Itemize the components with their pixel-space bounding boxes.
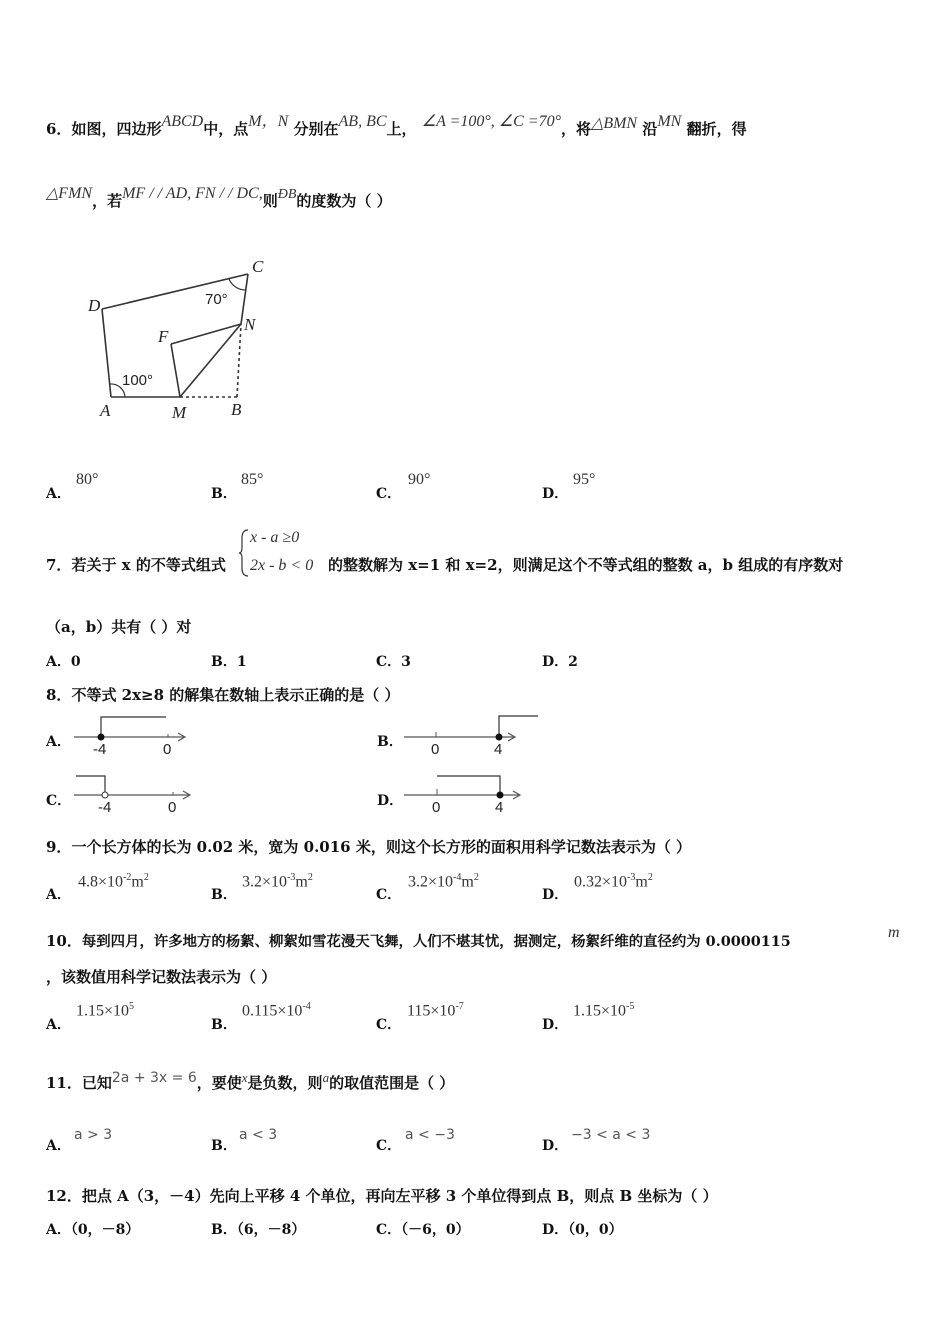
q11-option-c-value: a < −3	[405, 1127, 455, 1143]
q8-option-d-label[interactable]: D．	[377, 793, 404, 809]
q9-number: 9．	[46, 838, 72, 856]
q10-text: 每到四月，许多地方的杨絮、柳絮如雪花漫天飞舞，人们不堪其忧，据测定，杨絮纤维的直径约为 0.0000115	[81, 933, 791, 950]
q8-c-tick-neg4: -4	[98, 799, 112, 816]
q6-math-mn: M，N	[248, 113, 289, 130]
q6-text-6: 沿	[642, 120, 658, 138]
q6-figure	[80, 250, 280, 430]
q6-option-c-value: 90°	[408, 471, 431, 488]
q9-option-c-value	[408, 872, 479, 891]
q7-option-b[interactable]	[211, 651, 247, 671]
q11-option-d-value: −3 < a < 3	[571, 1127, 651, 1143]
q12-option-b[interactable]	[211, 1219, 305, 1239]
angle-c-arc	[229, 279, 246, 290]
q6-option-a[interactable]	[46, 483, 71, 503]
q10-option-a-label[interactable]: A．	[46, 1017, 71, 1033]
q6-math-angle-b: ÐB	[277, 187, 297, 202]
q8-option-d-numberline	[398, 770, 528, 820]
q9-c-exp: -4	[453, 872, 462, 883]
q8-text: 不等式 2x≥8 的解集在数轴上表示正确的是（ ）	[71, 686, 400, 704]
q12-option-c-label: C．	[376, 1222, 402, 1238]
q7-number: 7．	[46, 556, 72, 574]
q8-option-c-label[interactable]: C．	[46, 793, 72, 809]
q6-text-8: ，若	[92, 192, 123, 210]
label-b: B	[231, 400, 242, 419]
q12-option-d-label: D．	[542, 1222, 569, 1238]
q7-option-b-label: B．	[211, 654, 237, 670]
q6-math-condition: MF / / AD, FN / / DC,	[122, 185, 263, 202]
q11-option-b-label[interactable]: B．	[211, 1138, 237, 1154]
q8-option-a-label[interactable]: A．	[46, 734, 71, 750]
q12-option-c[interactable]	[376, 1219, 470, 1239]
label-angle-a: 100°	[122, 372, 154, 389]
q9-a-base: 4.8×10	[78, 873, 124, 891]
q7-line1	[46, 554, 226, 575]
q6-option-a-value: 80°	[76, 471, 99, 488]
q6-text-7: 翻折，得	[686, 120, 747, 138]
q12-number: 12．	[46, 1187, 82, 1205]
q11-equation: 2a + 3x = 6	[111, 1070, 197, 1086]
q7-inequality-1: x - a ≥0	[250, 529, 300, 546]
q8-a-tick-0: 0	[163, 741, 172, 758]
q9-c-unit-exp: 2	[473, 872, 479, 883]
q11-text-1: 已知	[81, 1074, 112, 1092]
q9-option-b-label[interactable]: B．	[211, 887, 237, 903]
q11-number: 11．	[46, 1074, 82, 1092]
q10-b-base: 0.115×10	[242, 1002, 303, 1020]
q10-c-base: 115×10	[407, 1002, 456, 1020]
q10-option-d-label[interactable]: D．	[542, 1017, 569, 1033]
q9-option-d-value	[574, 872, 653, 891]
segment-mf	[171, 344, 180, 397]
label-d: D	[88, 296, 101, 315]
q9-option-c-label[interactable]: C．	[376, 887, 402, 903]
q6-math-abcd: ABCD	[161, 113, 204, 130]
q10-option-c-value	[407, 1001, 464, 1020]
label-a: A	[100, 401, 111, 420]
q12-option-b-value: （6，－8）	[236, 1222, 306, 1238]
q9-option-a-label[interactable]: A．	[46, 887, 71, 903]
q9-a-unit-exp: 2	[143, 872, 149, 883]
q10-number: 10．	[46, 932, 82, 950]
q8-option-b-numberline	[398, 710, 548, 760]
q11-text-4: 的取值范围是（ ）	[329, 1074, 455, 1092]
q9-c-base: 3.2×10	[408, 873, 454, 891]
q9-d-exp: -3	[627, 872, 636, 883]
q10-b-exp: -4	[302, 1001, 311, 1012]
q8-number: 8．	[46, 686, 72, 704]
q9-d-unit-exp: 2	[647, 872, 653, 883]
q10-option-c-label[interactable]: C．	[376, 1017, 402, 1033]
q7-option-d-value: 2	[568, 654, 578, 670]
q7-option-c-label: C．	[376, 654, 402, 670]
q6-option-d-label: D．	[542, 486, 569, 502]
q7-option-d[interactable]	[542, 651, 578, 671]
q10-d-exp: -5	[626, 1001, 635, 1012]
label-angle-c: 70°	[205, 291, 228, 308]
q10-option-b-value	[242, 1001, 311, 1020]
q10-c-exp: -7	[455, 1001, 464, 1012]
q7-option-c[interactable]	[376, 651, 411, 671]
q6-option-b-value: 85°	[241, 471, 264, 488]
q6-text-9: 则	[262, 192, 278, 210]
q11-option-c-label[interactable]: C．	[376, 1138, 402, 1154]
segment-mn	[180, 324, 241, 397]
q6-text-3: 分别在	[293, 120, 339, 138]
q12-option-d[interactable]	[542, 1219, 623, 1239]
q11-option-d-label[interactable]: D．	[542, 1138, 569, 1154]
q6-math-angles: ∠A =100°, ∠C =70°	[421, 113, 561, 130]
q10-option-a-value	[76, 1001, 134, 1020]
q9-d-base: 0.32×10	[574, 873, 628, 891]
q7-option-b-value: 1	[236, 654, 247, 670]
q7-option-a[interactable]	[46, 651, 81, 671]
q9-b-unit-exp: 2	[307, 872, 313, 883]
label-f: F	[158, 327, 169, 346]
q9-d-unit: m	[635, 873, 648, 891]
q12-option-c-value: （－6，0）	[401, 1222, 470, 1238]
q9-a-exp: -2	[123, 872, 132, 883]
q8-option-a-numberline	[68, 710, 198, 760]
q9-b-exp: -3	[287, 872, 296, 883]
q7-text-3: （a，b）共有（ ）对	[46, 618, 192, 636]
q8-d-tick-0: 0	[432, 799, 441, 816]
q6-option-d-value: 95°	[573, 471, 596, 488]
q10-text-2: ，该数值用科学记数法表示为（ ）	[46, 968, 277, 986]
q7-option-a-value: 0	[70, 654, 81, 670]
q12-text: 把点 A（3，－4）先向上平移 4 个单位，再向左平移 3 个单位得到点 B，则点 B 坐标为（ ）	[81, 1187, 718, 1205]
q8-d-tick-4: 4	[495, 799, 504, 816]
q6-text-2: 中，点	[203, 120, 249, 138]
q11-var-x: x	[241, 1070, 248, 1085]
q12-option-a-label: A．	[46, 1222, 71, 1238]
q9-b-unit: m	[295, 873, 308, 891]
q6-option-b-label: B．	[211, 486, 237, 502]
q7-option-c-value: 3	[401, 654, 411, 670]
label-m: M	[172, 403, 187, 422]
q12-line	[46, 1185, 718, 1206]
q8-b-tick-4: 4	[494, 741, 503, 758]
q10-option-b-label[interactable]: B．	[211, 1017, 237, 1033]
q12-option-a-value: （0，－8）	[70, 1222, 140, 1238]
q9-a-unit: m	[131, 873, 144, 891]
q7-text-1: 若关于 x 的不等式组式	[71, 556, 226, 574]
q11-var-a: a	[322, 1070, 330, 1085]
segment-ad	[102, 309, 111, 397]
q7-option-d-label: D．	[542, 654, 569, 670]
q10-a-base: 1.15×10	[76, 1002, 130, 1020]
q8-a-tick-neg4: -4	[93, 741, 107, 758]
q6-math-fmn: △FMN	[46, 185, 93, 202]
q6-line1	[46, 113, 747, 139]
q9-option-a-value	[78, 872, 149, 891]
label-n: N	[244, 315, 256, 334]
q6-text-4: 上，	[386, 120, 417, 138]
q7-inequality-2: 2x - b < 0	[250, 557, 314, 574]
q8-line	[46, 684, 400, 705]
q6-option-c-label: C．	[376, 486, 402, 502]
q10-a-exp: 5	[129, 1001, 135, 1012]
q11-option-a-value: a > 3	[74, 1127, 113, 1143]
q12-option-a[interactable]	[46, 1219, 139, 1239]
q10-unit: m	[888, 924, 900, 941]
q11-option-b-value: a < 3	[239, 1127, 278, 1143]
q11-text-2: ，要使	[196, 1074, 242, 1092]
q11-option-a-label[interactable]: A．	[46, 1138, 71, 1154]
q8-option-b-label[interactable]: B．	[377, 734, 403, 750]
q6-math-abbc: AB, BC	[338, 113, 387, 130]
q7-text-2: 的整数解为 x=1 和 x=2，则满足这个不等式组的整数 a，b 组成的有序数对	[328, 556, 844, 574]
q10-d-base: 1.15×10	[573, 1002, 627, 1020]
q6-option-c[interactable]	[376, 483, 401, 503]
q6-number: 6．	[46, 120, 72, 138]
q11-text-3: 是负数，则	[247, 1074, 323, 1092]
q12-option-d-value: （0，0）	[568, 1222, 623, 1238]
q9-text: 一个长方体的长为 0.02 米，宽为 0.016 米，则这个长方形的面积用科学记数法表示为（ ）	[71, 838, 692, 856]
q10-option-d-value	[573, 1001, 634, 1020]
q6-math-bmn: △BMN	[591, 115, 638, 132]
q9-option-b-value	[242, 872, 313, 891]
segment-bn-dashed	[237, 324, 241, 397]
q9-line	[46, 836, 691, 857]
q6-option-b[interactable]	[211, 483, 237, 503]
q9-b-base: 3.2×10	[242, 873, 288, 891]
q7-option-a-label: A．	[46, 654, 71, 670]
label-c: C	[252, 257, 264, 276]
q7-brace	[238, 528, 250, 578]
q6-text-5: ，将	[561, 120, 592, 138]
segment-fn	[171, 324, 241, 344]
q8-b-tick-0: 0	[431, 741, 440, 758]
q6-text-1: 如图，四边形	[71, 120, 162, 138]
q9-c-unit: m	[461, 873, 474, 891]
q12-option-b-label: B．	[211, 1222, 237, 1238]
q6-line2	[46, 185, 392, 211]
q6-option-d[interactable]	[542, 483, 568, 503]
q6-math-mn2: MN	[657, 113, 682, 130]
q6-text-10: 的度数为（ ）	[296, 192, 392, 210]
q8-c-tick-0: 0	[168, 799, 177, 816]
q9-option-d-label[interactable]: D．	[542, 887, 569, 903]
q10-line1	[46, 930, 791, 951]
q11-line	[46, 1072, 454, 1093]
q6-option-a-label: A．	[46, 486, 71, 502]
q8-option-c-numberline	[68, 770, 198, 820]
